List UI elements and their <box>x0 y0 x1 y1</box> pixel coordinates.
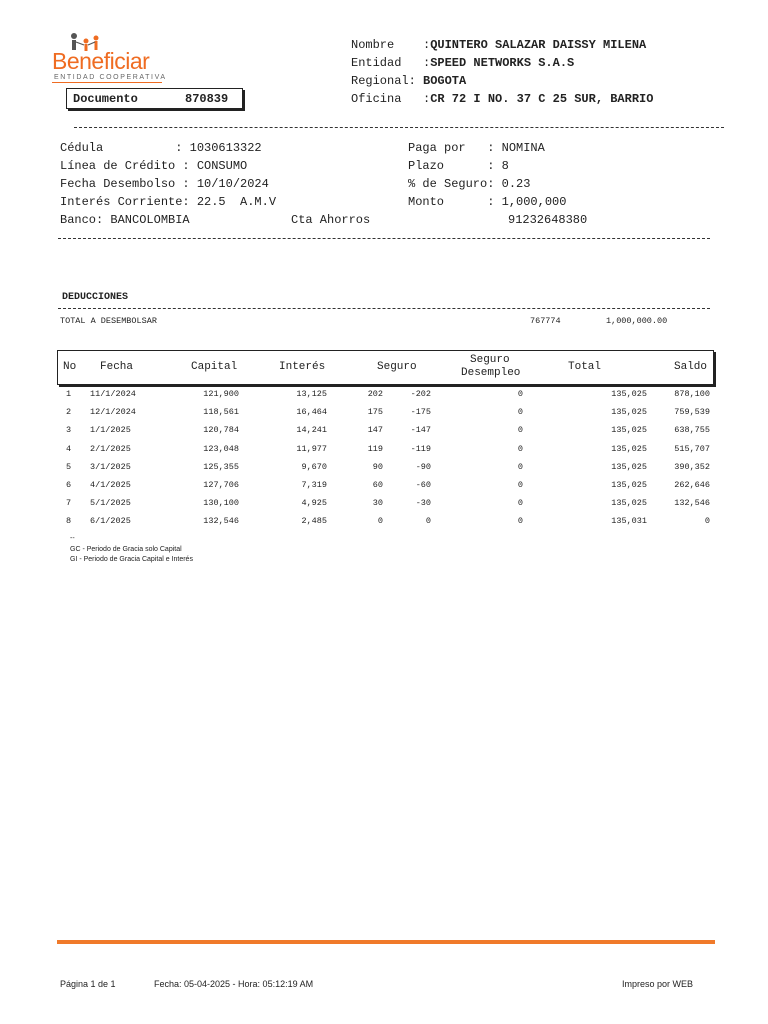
table-row <box>57 442 714 460</box>
row-saldo: 759,539 <box>674 407 710 418</box>
table-row <box>57 460 714 478</box>
row-seguro: 119 <box>367 443 383 454</box>
row-seguro: 202 <box>367 389 383 399</box>
row-seguro: 90 <box>372 461 383 472</box>
table-header <box>57 350 714 385</box>
note-gi: GI - Periodo de Gracia Capital e Interés <box>70 556 193 563</box>
row-no: 5 <box>66 461 72 472</box>
row-seguro-neg: 0 <box>425 516 431 527</box>
row-interes: 7,319 <box>301 480 327 490</box>
row-fecha: 3/1/2025 <box>90 461 131 472</box>
row-seguro-neg: -147 <box>410 425 431 436</box>
table-row <box>57 514 714 532</box>
col-seguro-desempleo: Seguro <box>470 354 510 366</box>
row-fecha: 12/1/2024 <box>90 407 136 418</box>
row-total: 135,031 <box>611 516 647 527</box>
document-number: 870839 <box>185 91 229 106</box>
regional-value: BOGOTA <box>423 74 467 88</box>
row-fecha: 11/1/2024 <box>90 389 136 399</box>
row-desempleo: 0 <box>517 407 523 418</box>
row-interes: 9,670 <box>301 461 327 472</box>
print-datetime: Fecha: 05-04-2025 - Hora: 05:12:19 AM <box>154 979 314 989</box>
row-seguro-neg: -202 <box>410 389 431 399</box>
row-total: 135,025 <box>611 480 647 490</box>
divider <box>58 238 710 239</box>
row-capital: 127,706 <box>203 480 239 490</box>
row-no: 7 <box>66 498 72 509</box>
col-saldo: Saldo <box>674 361 708 373</box>
row-fecha: 5/1/2025 <box>90 498 131 509</box>
row-desempleo: 0 <box>517 498 523 509</box>
interes-line: Interés Corriente: 22.5 A.M.V <box>60 195 277 209</box>
client-header: Nombre :QUINTERO SALAZAR DAISSY MILENA Entidad :SPEED NETWORKS S.A.S Regional: BOGOTA Oficina :CR 72 I NO. 37 C 25 SUR, BARRIO <box>351 38 654 106</box>
cuenta-number: 91232648380 <box>508 213 588 227</box>
row-interes: 13,125 <box>296 389 327 399</box>
row-saldo: 515,707 <box>674 443 710 454</box>
paga-por-line: Paga por : NOMINA <box>408 141 545 155</box>
row-capital: 123,048 <box>203 443 239 454</box>
row-no: 8 <box>66 516 72 527</box>
deducciones-title: DEDUCCIONES <box>62 292 129 303</box>
oficina-label: Oficina <box>351 92 402 106</box>
row-interes: 4,925 <box>301 498 327 509</box>
table-row <box>57 423 714 441</box>
banco-line: Banco: BANCOLOMBIA <box>60 213 190 227</box>
row-total: 135,025 <box>611 461 647 472</box>
row-seguro-neg: -60 <box>415 480 431 490</box>
row-desempleo: 0 <box>517 516 523 527</box>
row-interes: 14,241 <box>296 425 327 436</box>
row-total: 135,025 <box>611 389 647 399</box>
row-saldo: 132,546 <box>674 498 710 509</box>
oficina-value: CR 72 I NO. 37 C 25 SUR, BARRIO <box>430 92 654 106</box>
row-no: 4 <box>66 443 72 454</box>
row-desempleo: 0 <box>517 425 523 436</box>
row-capital: 125,355 <box>203 461 239 472</box>
plazo-line: Plazo : 8 <box>408 159 509 173</box>
divider <box>74 127 724 128</box>
document-label: Documento <box>73 91 138 106</box>
row-saldo: 390,352 <box>674 461 710 472</box>
row-capital: 118,561 <box>203 407 239 418</box>
col-capital: Capital <box>191 361 238 373</box>
col-seguro-desempleo-2: Desempleo <box>461 367 521 379</box>
col-no: No <box>63 361 77 373</box>
total-desembolsar-code: 767774 <box>530 316 561 326</box>
row-fecha: 4/1/2025 <box>90 480 131 490</box>
col-seguro: Seguro <box>377 361 417 373</box>
row-total: 135,025 <box>611 498 647 509</box>
table-row <box>57 496 714 514</box>
table-row <box>57 478 714 496</box>
logo-subtitle: ENTIDAD COOPERATIVA <box>54 74 167 81</box>
row-seguro: 175 <box>367 407 383 418</box>
row-desempleo: 0 <box>517 389 523 399</box>
row-saldo: 0 <box>704 516 710 527</box>
row-seguro: 30 <box>372 498 383 509</box>
company-logo <box>52 32 172 88</box>
table-row <box>57 387 714 405</box>
cta-ahorros-label: Cta Ahorros <box>291 213 371 227</box>
linea-credito-line: Línea de Crédito : CONSUMO <box>60 159 248 173</box>
row-desempleo: 0 <box>517 443 523 454</box>
row-saldo: 638,755 <box>674 425 710 436</box>
col-total: Total <box>568 361 602 373</box>
document-box <box>66 88 243 109</box>
nombre-label: Nombre <box>351 38 395 52</box>
row-seguro: 147 <box>367 425 383 436</box>
row-seguro-neg: -30 <box>415 498 431 509</box>
total-desembolsar-label: TOTAL A DESEMBOLSAR <box>60 316 157 326</box>
fecha-desembolso-line: Fecha Desembolso : 10/10/2024 <box>60 177 269 191</box>
row-fecha: 1/1/2025 <box>90 425 131 436</box>
col-interes: Interés <box>279 361 326 373</box>
nombre-value: QUINTERO SALAZAR DAISSY MILENA <box>430 38 647 52</box>
row-desempleo: 0 <box>517 461 523 472</box>
col-fecha: Fecha <box>100 361 134 373</box>
total-desembolsar-value: 1,000,000.00 <box>606 316 668 326</box>
row-no: 3 <box>66 425 72 436</box>
row-capital: 120,784 <box>203 425 239 436</box>
row-total: 135,025 <box>611 407 647 418</box>
row-fecha: 6/1/2025 <box>90 516 131 527</box>
row-capital: 132,546 <box>203 516 239 527</box>
row-seguro: 0 <box>377 516 383 527</box>
row-no: 6 <box>66 480 72 490</box>
row-capital: 130,100 <box>203 498 239 509</box>
row-interes: 11,977 <box>296 443 327 454</box>
regional-label: Regional: <box>351 74 416 88</box>
row-seguro-neg: -119 <box>410 443 431 454</box>
entidad-value: SPEED NETWORKS S.A.S <box>430 56 575 70</box>
seguro-line: % de Seguro: 0.23 <box>408 177 531 191</box>
row-seguro: 60 <box>372 480 383 490</box>
page-number: Página 1 de 1 <box>60 979 116 989</box>
entidad-label: Entidad <box>351 56 402 70</box>
row-desempleo: 0 <box>517 480 523 490</box>
row-fecha: 2/1/2025 <box>90 443 131 454</box>
row-saldo: 878,100 <box>674 389 710 399</box>
row-seguro-neg: -175 <box>410 407 431 418</box>
table-row <box>57 405 714 423</box>
monto-line: Monto : 1,000,000 <box>408 195 567 209</box>
row-seguro-neg: -90 <box>415 461 431 472</box>
row-total: 135,025 <box>611 443 647 454</box>
divider <box>58 308 710 309</box>
row-no: 1 <box>66 389 72 399</box>
printed-by: Impreso por WEB <box>622 979 694 989</box>
logo-word: Beneficiar <box>52 48 150 74</box>
notes-dashes: -- <box>70 535 75 542</box>
row-total: 135,025 <box>611 425 647 436</box>
row-capital: 121,900 <box>203 389 239 399</box>
row-interes: 2,485 <box>301 516 327 527</box>
row-no: 2 <box>66 407 72 418</box>
note-gc: GC - Periodo de Gracia solo Capital <box>70 546 182 553</box>
footer-bar <box>57 940 715 944</box>
row-interes: 16,464 <box>296 407 327 418</box>
cedula-line: Cédula : 1030613322 <box>60 141 262 155</box>
row-saldo: 262,646 <box>674 480 710 490</box>
